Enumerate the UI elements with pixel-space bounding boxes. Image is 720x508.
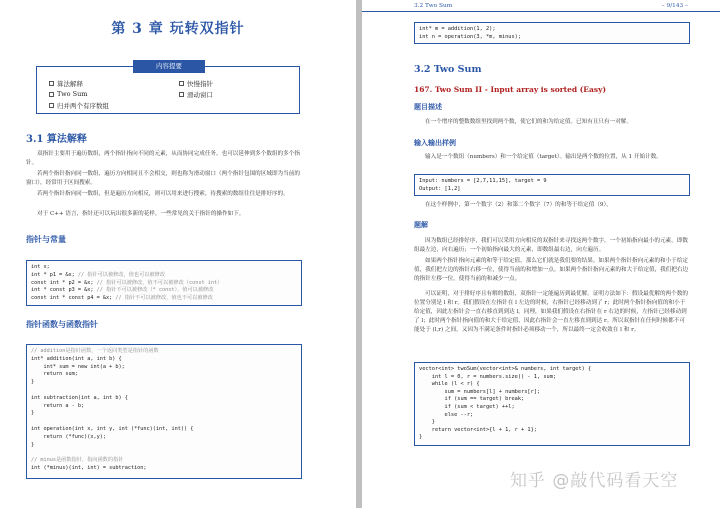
summary-item: 算法解释 — [49, 79, 83, 88]
paragraph: 输入是一个数组（numbers）和一个给定值（target）。输出是两个数的位置，从 1 开始计数。 — [425, 154, 662, 160]
code-line: int subtraction(int a, int b) { — [31, 394, 128, 401]
code-line: if (sum == target) break; — [419, 396, 525, 403]
code-line: int * p1 = &x; // 指针可以被修改，值也可以被修改 — [31, 271, 166, 278]
code-line: return vector<int>{l + 1, r + 1}; — [419, 426, 537, 433]
section-title: 3.1 算法解释 — [26, 134, 87, 145]
code-line: } — [31, 379, 35, 386]
checkbox-icon — [49, 103, 54, 108]
checkbox-icon — [49, 92, 54, 97]
paragraph: 在一个增序的整数数组里找到两个数，使它们的和为给定值。已知有且只有一对解。 — [425, 119, 632, 125]
code-block — [414, 22, 690, 44]
summary-item: 归并两个有序数组 — [49, 101, 109, 110]
code-line: return (*func)(x,y); — [31, 433, 106, 440]
code-line: Input: numbers = [2,7,11,15], target = 9 — [419, 178, 547, 184]
paragraph: 在这个样例中，第一个数字（2）和第二个数字（7）的和等于给定值（9）。 — [425, 202, 612, 208]
running-head-section: 3.2 Two Sum — [414, 3, 453, 9]
code-block — [414, 174, 690, 196]
code-line: return a - b; — [31, 402, 85, 409]
code-line — [31, 418, 297, 426]
code-line — [31, 457, 297, 465]
subsection-title: 指针与常量 — [26, 234, 66, 244]
code-line: int* addition(int a, int b) { — [31, 355, 122, 362]
code-line — [31, 348, 297, 356]
code-line: int x; — [31, 264, 50, 270]
code-line — [31, 387, 297, 395]
code-line: int * const p3 = &x; // 指针不可以被修改（* const），值可以被修改 — [31, 287, 214, 294]
paragraph: 若两个指针指向同一数组，但是遍历方向相反，则可以用来进行搜索，待搜索的数组往往是排好序的。 — [37, 191, 289, 197]
section-title: 3.2 Two Sum — [414, 64, 482, 75]
code-line: const int * const p4 = &x; // 指针不可以被修改，值也不可以被修改 — [31, 295, 213, 302]
code-comment: // 指针可以被修改，值也可以被修改 — [77, 271, 166, 278]
code-line: while (l < r) { — [419, 381, 480, 388]
code-comment: // 指针不可以被修改（* const），值可以被修改 — [96, 287, 214, 294]
code-line: int n = operation(3, *m, minus); — [419, 33, 522, 40]
summary-box — [36, 62, 300, 114]
paragraph: 对于 C++ 语言，指针还可以玩出很多新的花样。一些常见的关于指针的操作如下。 — [37, 211, 245, 217]
checkbox-icon — [179, 92, 184, 97]
left-page — [0, 0, 356, 508]
code-line: int (*minus)(int, int) = subtraction; — [31, 464, 147, 471]
code-line: } — [419, 434, 423, 441]
code-comment: // addition是指针函数，一个返回类型是指针的函数 — [31, 348, 159, 354]
subsection-title: 指针函数与函数指针 — [26, 319, 98, 329]
code-block — [26, 260, 302, 306]
code-line: sum = numbers[l] + numbers[r]; — [419, 388, 541, 395]
chapter-title: 第 3 章 玩转双指针 — [111, 21, 245, 37]
paragraph: 如果两个指针指向元素的和等于给定值，那么它们就是我们要的结果。如果两个指针指向元素的和小于给定值，我们把左边的指针右移一位，使得当前的和增加一点。如果两个指针指向元素的和大于给定值，我们把右边的指针左移一位，使得当前的和减少一点。 — [414, 258, 689, 282]
code-line: return sum; — [31, 371, 78, 378]
code-line: const int * p2 = &x; // 指针可以被修改，值不可以被修改（const int） — [31, 279, 223, 286]
code-line: } — [419, 419, 435, 426]
paragraph: 可以证明，对于排好序且有解的数组，双指针一定能遍历到最优解。证明方法如下：假设最优解的两个数的位置分别是 l 和 r。我们假设在左指针在 l 左边的时候，右指针已经移动到了 r；此时两个指针指向值的和小于给定值，因此左指针会一直右移直到到达 l。同理，如果我们假设在右指针在 r 右边的时候，左指针已经移动到了 l；此时两个指针指向值的和大于给定值，因此右指针会一直左移直到到达 r。所以双指针在任何时候都不可能处于 (l,r) 之间，又因为不满足条件时指针必须移动一个，所以最终一定会收敛在 l 和 r。 — [414, 291, 688, 333]
summary-heading: 内容提要 — [133, 60, 205, 73]
code-line: int l = 0, r = numbers.size() - 1, sum; — [419, 373, 557, 380]
code-comment: // minus是函数指针，指向函数的指针 — [31, 457, 124, 464]
code-block — [26, 344, 302, 479]
code-line: } — [31, 410, 35, 417]
paragraph: 因为数组已经排好序，我们可以采用方向相反的双指针来寻找这两个数字，一个初始指向最小的元素，即数组最左边，向右遍历；一个初始指向最大的元素，即数组最右边，向左遍历。 — [414, 238, 688, 253]
code-line: int* sum = new int(a + b); — [31, 363, 125, 370]
checkbox-icon — [49, 81, 54, 86]
running-head — [362, 0, 720, 12]
code-comment: // 指针可以被修改，值不可以被修改（const int） — [96, 279, 223, 286]
right-page — [362, 0, 720, 508]
paragraph: 双指针主要用于遍历数组，两个指针指向不同的元素，从而协同完成任务。也可以延伸到多个数组的多个指针。 — [26, 151, 300, 166]
code-comment: // 指针不可以被修改，值也不可以被修改 — [115, 295, 213, 302]
summary-item: 快慢指针 — [179, 79, 213, 88]
problem-title: 167. Two Sum II - Input array is sorted (Easy) — [414, 85, 607, 94]
code-line: int* m = addition(1, 2); — [419, 26, 496, 32]
code-line: vector<int> twoSum(vector<int>& numbers, int target) { — [419, 366, 592, 372]
code-line: } — [31, 441, 35, 448]
summary-item: Two Sum — [49, 90, 87, 98]
code-block — [414, 362, 690, 446]
code-line — [31, 449, 297, 457]
summary-item: 滑动窗口 — [179, 90, 213, 99]
code-line: int operation(int x, int y, int (*func)(int, int)) { — [31, 425, 194, 432]
watermark: 知乎 @敲代码看天空 — [510, 471, 679, 491]
page-number: – 9/143 – — [661, 3, 688, 9]
subheading: 输入输出样例 — [414, 138, 456, 147]
subheading: 题解 — [414, 220, 428, 229]
paragraph: 若两个指针指向同一数组，遍历方向相同且不会相交，则也称为滑动窗口（两个指针包围的区域即为当前的窗口），经常用于区间搜索。 — [26, 171, 300, 186]
subheading: 题目描述 — [414, 102, 442, 111]
code-line: else --r; — [419, 411, 474, 418]
checkbox-icon — [179, 81, 184, 86]
code-line: Output: [1,2] — [419, 185, 461, 192]
code-line: if (sum < target) ++l; — [419, 403, 515, 410]
